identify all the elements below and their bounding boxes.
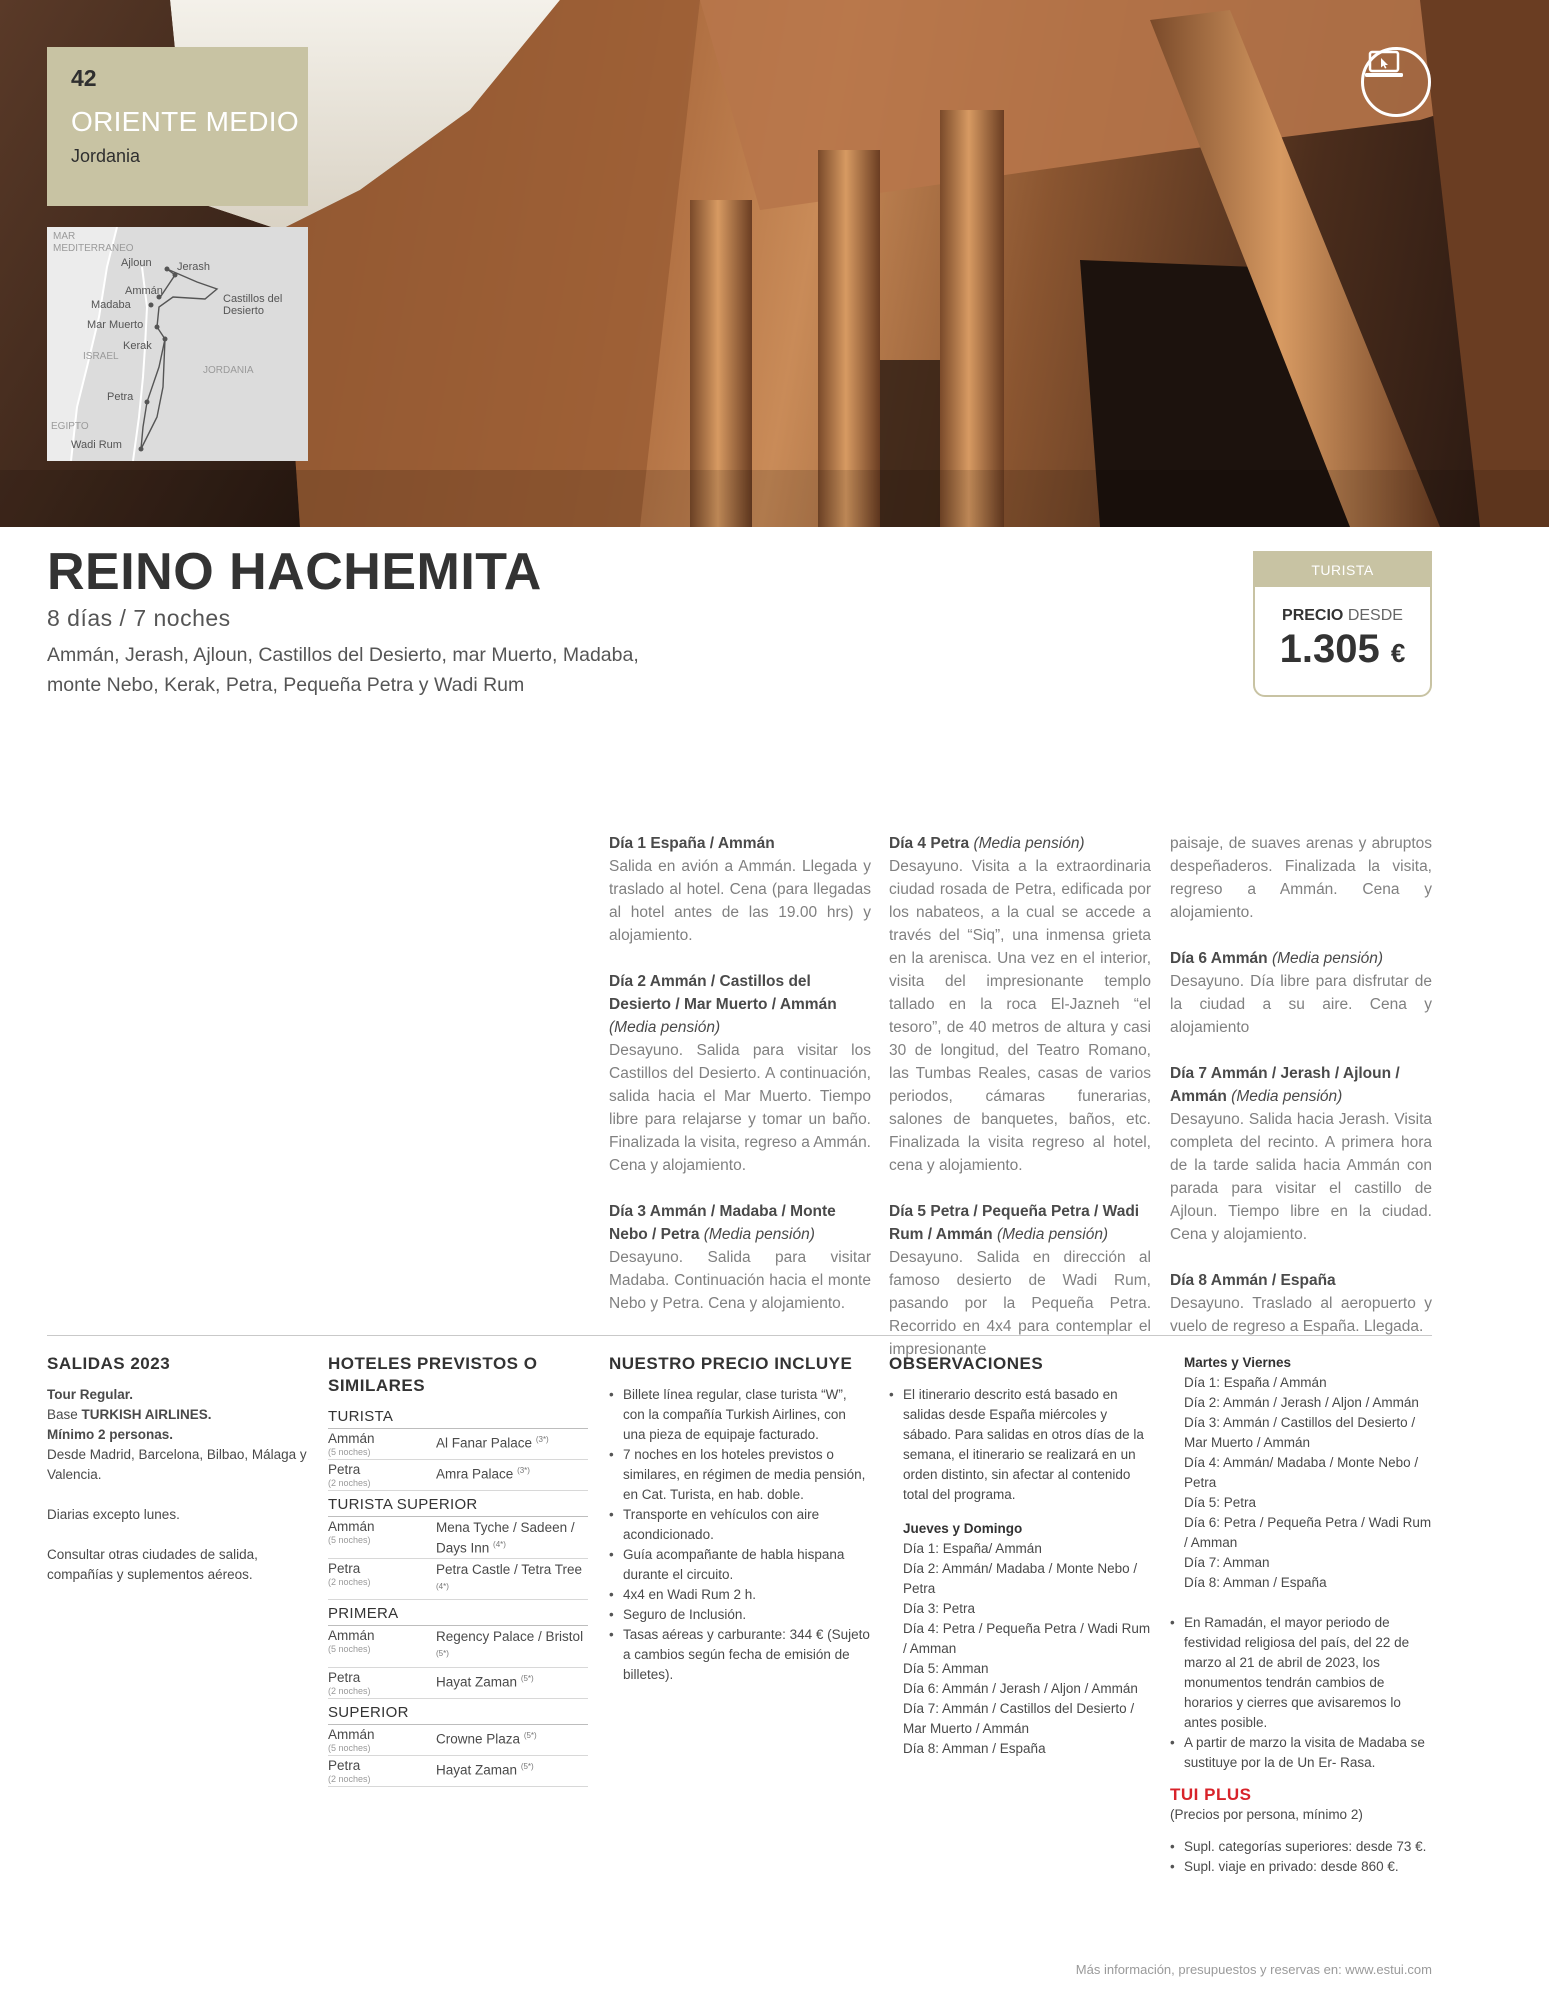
observations-section-cont bbox=[1170, 1353, 1432, 1877]
tour-type: Tour Regular. bbox=[47, 1387, 134, 1402]
include-item: • 7 noches en los hoteles previstos o similares, en régimen de media pensión, en Cat. Turista, en hab. doble. bbox=[609, 1445, 871, 1505]
map-label-egipto: EGIPTO bbox=[51, 421, 89, 432]
hotel-row bbox=[328, 1517, 588, 1559]
observations-section bbox=[889, 1353, 1151, 1759]
hotel-name: Hayat Zaman $^{(5*)}$ bbox=[436, 1673, 534, 1689]
observations-heading: OBSERVACIONES bbox=[889, 1354, 1044, 1373]
hotel-stars: (5*) bbox=[436, 1649, 449, 1658]
hero-image bbox=[0, 0, 1549, 527]
hotel-name: Amra Palace $^{(3*)}$ bbox=[436, 1466, 530, 1482]
price-currency: € bbox=[1390, 638, 1406, 668]
region-name: ORIENTE MEDIO bbox=[71, 106, 299, 137]
hotel-stars: (4*) bbox=[436, 1581, 449, 1591]
country-name: Jordania bbox=[71, 146, 141, 166]
hotel-stars: (4*) bbox=[493, 1540, 506, 1549]
schedule-line: Día 6: Ammán / Jerash / Aljon / Ammán bbox=[903, 1681, 1138, 1696]
itinerary-day: Día 8 Ammán / España Desayuno. Traslado al aeropuerto y vuelo de regreso a España. Llegada. bbox=[1170, 1272, 1432, 1335]
observations-intro: • El itinerario descrito está basado en salidas desde España miércoles y sábado. Para salidas en otros días de la semana, el itinerario se realizará en un orden distinto, sin afectar al contenido total del programa. bbox=[889, 1385, 1151, 1505]
hotel-name: Crowne Plaza $^{(5*)}$ bbox=[436, 1730, 537, 1746]
map-label-mar-muerto: Mar Muerto bbox=[87, 319, 144, 331]
departure-cities: Desde Madrid, Barcelona, Bilbao, Málaga y Valencia. bbox=[47, 1447, 307, 1482]
observation-note: • En Ramadán, el mayor periodo de festividad religiosa del país, del 22 de marzo al 21 de abril de 2023, los monumentos tendrán cambios de horarios y cierres que avisaremos lo antes posible. bbox=[1170, 1613, 1432, 1733]
schedule-line: Día 7: Amman bbox=[1184, 1555, 1270, 1570]
price-label: PRECIO DESDE bbox=[1282, 607, 1403, 624]
schedule-line: Día 6: Petra / Pequeña Petra / Wadi Rum / Amman bbox=[1184, 1515, 1432, 1550]
itinerary-column-2 bbox=[889, 832, 1151, 1384]
map-label-sea: MAR MEDITERRANEO bbox=[53, 231, 134, 254]
hotel-name: Regency Palace / Bristol $^{(5*)}$ bbox=[436, 1629, 584, 1658]
hotel-row bbox=[328, 1559, 588, 1601]
price-value: 1.305 € bbox=[1279, 627, 1406, 671]
itinerary-day: Día 3 Ammán / Madaba / Monte Nebo / Petra (Media pensión) Desayuno. Salida para visitar Madaba. Continuación hacia el monte Nebo y Petra. Cena y alojamiento. bbox=[609, 1203, 871, 1312]
map-label-jerash: Jerash bbox=[177, 261, 211, 273]
hotel-category: PRIMERA bbox=[328, 1604, 588, 1626]
hotel-stars: (5*) bbox=[520, 1673, 534, 1683]
itinerary-day: Día 4 Petra (Media pensión) Desayuno. Visita a la extraordinaria ciudad rosada de Petra, edificada por los nabateos, a la cual se accede a través del “Siq”, una inmensa grieta en la arenisca. Una vez en el interior, visita del impresionante templo tallado en la roca El-Jazneh “el tesoro”, de 40 metros de altura y casi 30 de longitud, del Teatro Romano, las Tumbas Reales, casas de varios periodos, cámaras funerarias, salones de banquetes, baños, etc. Finalizada la visita regreso al hotel, cena y alojamiento. bbox=[889, 835, 1151, 1174]
schedule-line: Día 1: España / Ammán bbox=[1184, 1375, 1327, 1390]
hotel-nights: (5 noches) bbox=[328, 1535, 371, 1545]
tui-plus-list bbox=[1170, 1837, 1432, 1877]
itinerary-day: Día 1 España / Ammán Salida en avión a Ammán. Llegada y traslado al hotel. Cena (para llegadas al hotel antes de las 19.00 hrs) y alojamiento. bbox=[609, 835, 871, 944]
map-label-wadi-rum: Wadi Rum bbox=[71, 439, 122, 451]
tour-route: Ammán, Jerash, Ajloun, Castillos del Desierto, mar Muerto, Madaba, monte Nebo, Kerak, Petra, Pequeña Petra y Wadi Rum bbox=[47, 644, 639, 696]
hotel-stars: (3*) bbox=[535, 1435, 549, 1444]
hotel-nights: (2 noches) bbox=[328, 1773, 371, 1784]
tui-plus-subtitle: (Precios por persona, mínimo 2) bbox=[1170, 1807, 1363, 1822]
map-label-amman: Ammán bbox=[125, 285, 163, 297]
map-label-israel: ISRAEL bbox=[83, 351, 119, 362]
include-item: • Tasas aéreas y carburante: 344 € (Sujeto a cambios según fecha de emisión de billetes). bbox=[609, 1625, 871, 1685]
hotel-category: TURISTA bbox=[328, 1407, 588, 1429]
hotel-nights: (5 noches) bbox=[328, 1742, 371, 1753]
price-label-suffix: DESDE bbox=[1347, 607, 1403, 624]
schedule-line: Día 5: Petra bbox=[1184, 1495, 1257, 1510]
schedule-tue-fri: Martes y Viernes Día 1: España / Ammán Día 2: Ammán / Jerash / Aljon / Ammán Día 3: Ammán / Castillos del Desierto / Mar Muerto / Ammán Día 4: Ammán/ Madaba / Monte Nebo / Petra Día 5: Petra Día 6: Petra / Pequeña Petra / Wadi Rum / Amman Día 7: Amman Día 8: Amman / España bbox=[1170, 1353, 1432, 1593]
itinerary-column-1 bbox=[609, 832, 871, 1338]
section-divider bbox=[47, 1335, 1432, 1336]
hotels-section bbox=[328, 1353, 588, 1787]
hotel-stars: (3*) bbox=[517, 1466, 530, 1475]
hotel-nights: (2 noches) bbox=[328, 1685, 371, 1696]
itinerary-day: Día 7 Ammán / Jerash / Ajloun / Ammán (Media pensión) Desayuno. Salida hacia Jerash. Visita completa del recinto. A primera hora de la tarde salida hacia Ammán con parada para visitar el castillo de Ajloun. Tiempo libre en la ciudad. Cena y alojamiento. bbox=[1170, 1065, 1432, 1243]
tui-plus-item: • Supl. viaje en privado: desde 860 €. bbox=[1170, 1857, 1432, 1877]
schedule-line: Día 2: Ammán / Jerash / Aljon / Ammán bbox=[1184, 1395, 1419, 1410]
include-item: • 4x4 en Wadi Rum 2 h. bbox=[609, 1585, 871, 1605]
includes-section bbox=[609, 1353, 871, 1685]
schedule-line: Día 3: Petra bbox=[903, 1601, 976, 1616]
page-number: 42 bbox=[71, 65, 97, 91]
region-label-box bbox=[47, 47, 308, 206]
hotel-city: Ammán (5 noches) bbox=[328, 1628, 436, 1666]
online-booking-icon bbox=[1361, 47, 1431, 117]
observation-note: • A partir de marzo la visita de Madaba se sustituye por la de Un Er- Rasa. bbox=[1170, 1733, 1432, 1773]
includes-list bbox=[609, 1385, 871, 1685]
schedule-line: Día 2: Ammán/ Madaba / Monte Nebo / Petra bbox=[903, 1561, 1138, 1596]
itinerary-day: Día 6 Ammán (Media pensión) Desayuno. Día libre para disfrutar de la ciudad a su aire. Cena y alojamiento bbox=[1170, 950, 1432, 1036]
itinerary-day: Día 5 Petra / Pequeña Petra / Wadi Rum / Ammán (Media pensión) Desayuno. Salida en dirección al famoso desierto de Wadi Rum, pasando por la Pequeña Petra. Recorrido en 4x4 para contemplar el impresionante bbox=[889, 1203, 1151, 1358]
hotel-row bbox=[328, 1725, 588, 1756]
hotel-nights: (2 noches) bbox=[328, 1576, 371, 1587]
minimum-people: Mínimo 2 personas. bbox=[47, 1427, 174, 1442]
include-item: • Seguro de Inclusión. bbox=[609, 1605, 871, 1625]
price-category: TURISTA bbox=[1255, 553, 1430, 587]
schedule-line: Día 8: Amman / España bbox=[903, 1741, 1046, 1756]
hotel-stars: (5*) bbox=[520, 1761, 534, 1771]
hotel-city: Petra (2 noches) bbox=[328, 1561, 436, 1599]
include-item: • Billete línea regular, clase turista “W”, con la compañía Turkish Airlines, con una pieza de equipaje facturado. bbox=[609, 1385, 871, 1445]
hotel-row bbox=[328, 1460, 588, 1491]
schedule-thu-sun: Jueves y Domingo Día 1: España/ Ammán Día 2: Ammán/ Madaba / Monte Nebo / Petra Día 3: Petra Día 4: Petra / Pequeña Petra / Wadi Rum / Amman Día 5: Amman Día 6: Ammán / Jerash / Aljon / Ammán Día 7: Ammán / Castillos del Desierto / Mar Muerto / Ammán Día 8: Amman / España bbox=[889, 1519, 1151, 1759]
hotel-nights: (5 noches) bbox=[328, 1644, 371, 1654]
hotel-city: Ammán (5 noches) bbox=[328, 1519, 436, 1557]
itinerary-day: Día 2 Ammán / Castillos del Desierto / Mar Muerto / Ammán (Media pensión) Desayuno. Salida para visitar los Castillos del Desierto. A continuación, salida hacia el Mar Muerto. Tiempo libre para relajarse y tomar un baño. Finalizada la visita, regreso a Ammán. Cena y alojamiento. bbox=[609, 973, 871, 1174]
map-label-castillos: Castillos del Desierto bbox=[223, 293, 283, 317]
schedule-line: Día 3: Ammán / Castillos del Desierto / Mar Muerto / Ammán bbox=[1184, 1415, 1416, 1450]
hotel-nights: (2 noches) bbox=[328, 1478, 371, 1488]
schedule-line: Día 8: Amman / España bbox=[1184, 1575, 1327, 1590]
hotel-row bbox=[328, 1756, 588, 1787]
tui-plus-item: • Supl. categorías superiores: desde 73 €. bbox=[1170, 1837, 1432, 1857]
hotels-heading: HOTELES PREVISTOS O SIMILARES bbox=[328, 1354, 538, 1395]
hotel-city: Ammán (5 noches) bbox=[328, 1431, 436, 1458]
hotel-row bbox=[328, 1626, 588, 1668]
include-item: • Transporte en vehículos con aire acondicionado. bbox=[609, 1505, 871, 1545]
hotel-name: Al Fanar Palace $^{(3*)}$ bbox=[436, 1435, 549, 1451]
hotel-stars: (5*) bbox=[523, 1730, 537, 1740]
salidas-heading: SALIDAS 2023 bbox=[47, 1354, 171, 1373]
tour-title: REINO HACHEMITA bbox=[47, 543, 542, 601]
map-label-ajloun: Ajloun bbox=[121, 257, 152, 269]
hotel-category: TURISTA SUPERIOR bbox=[328, 1495, 588, 1517]
include-item: • Guía acompañante de habla hispana durante el circuito. bbox=[609, 1545, 871, 1585]
includes-heading: NUESTRO PRECIO INCLUYE bbox=[609, 1354, 853, 1373]
tour-duration: 8 días / 7 noches bbox=[47, 605, 231, 631]
hotel-city: Petra (2 noches) bbox=[328, 1462, 436, 1489]
salidas-note: Consultar otras ciudades de salida, compañías y suplementos aéreos. bbox=[47, 1547, 258, 1582]
itinerary-column-3 bbox=[1170, 832, 1432, 1361]
hotel-category: SUPERIOR bbox=[328, 1703, 588, 1725]
hotel-city: Petra (2 noches) bbox=[328, 1758, 436, 1785]
airline-base: Base TURKISH AIRLINES. bbox=[47, 1407, 212, 1422]
hotel-nights: (5 noches) bbox=[328, 1447, 371, 1457]
salidas-section bbox=[47, 1353, 309, 1585]
observations-notes bbox=[1170, 1613, 1432, 1773]
hotel-city: Ammán (5 noches) bbox=[328, 1727, 436, 1754]
hotel-name: Hayat Zaman $^{(5*)}$ bbox=[436, 1761, 534, 1777]
observations-intro-list bbox=[889, 1385, 1151, 1505]
hotel-city: Petra (2 noches) bbox=[328, 1670, 436, 1697]
schedule-line: Día 7: Ammán / Castillos del Desierto / Mar Muerto / Ammán bbox=[903, 1701, 1135, 1736]
schedule-line: Día 4: Petra / Pequeña Petra / Wadi Rum / Amman bbox=[903, 1621, 1151, 1656]
hotel-row bbox=[328, 1429, 588, 1460]
schedule-line: Día 5: Amman bbox=[903, 1661, 989, 1676]
itinerary-day-continued: paisaje, de suaves arenas y abruptos despeñaderos. Finalizada la visita, regreso a Ammán. Cena y alojamiento. bbox=[1170, 835, 1432, 921]
hotel-name: Petra Castle / Tetra Tree $^{(4*)}$ bbox=[436, 1561, 583, 1591]
hotel-list bbox=[328, 1407, 588, 1787]
map-label-jordania: JORDANIA bbox=[203, 365, 254, 376]
tui-plus-heading: TUI PLUS bbox=[1170, 1785, 1252, 1804]
footer-info: Más información, presupuestos y reservas en: www.estui.com bbox=[1075, 1962, 1432, 1977]
price-card bbox=[1253, 551, 1432, 697]
schedule-line: Día 4: Ammán/ Madaba / Monte Nebo / Petra bbox=[1184, 1455, 1419, 1490]
map-label-kerak: Kerak bbox=[123, 340, 152, 352]
schedule-line: Día 1: España/ Ammán bbox=[903, 1541, 1042, 1556]
map-label-petra: Petra bbox=[107, 391, 134, 403]
departure-frequency: Diarias excepto lunes. bbox=[47, 1507, 180, 1522]
route-map bbox=[47, 227, 308, 461]
hotel-name: Mena Tyche / Sadeen / Days Inn $^{(4*)}$ bbox=[436, 1520, 575, 1556]
hotel-row bbox=[328, 1668, 588, 1699]
map-label-madaba: Madaba bbox=[91, 299, 131, 311]
